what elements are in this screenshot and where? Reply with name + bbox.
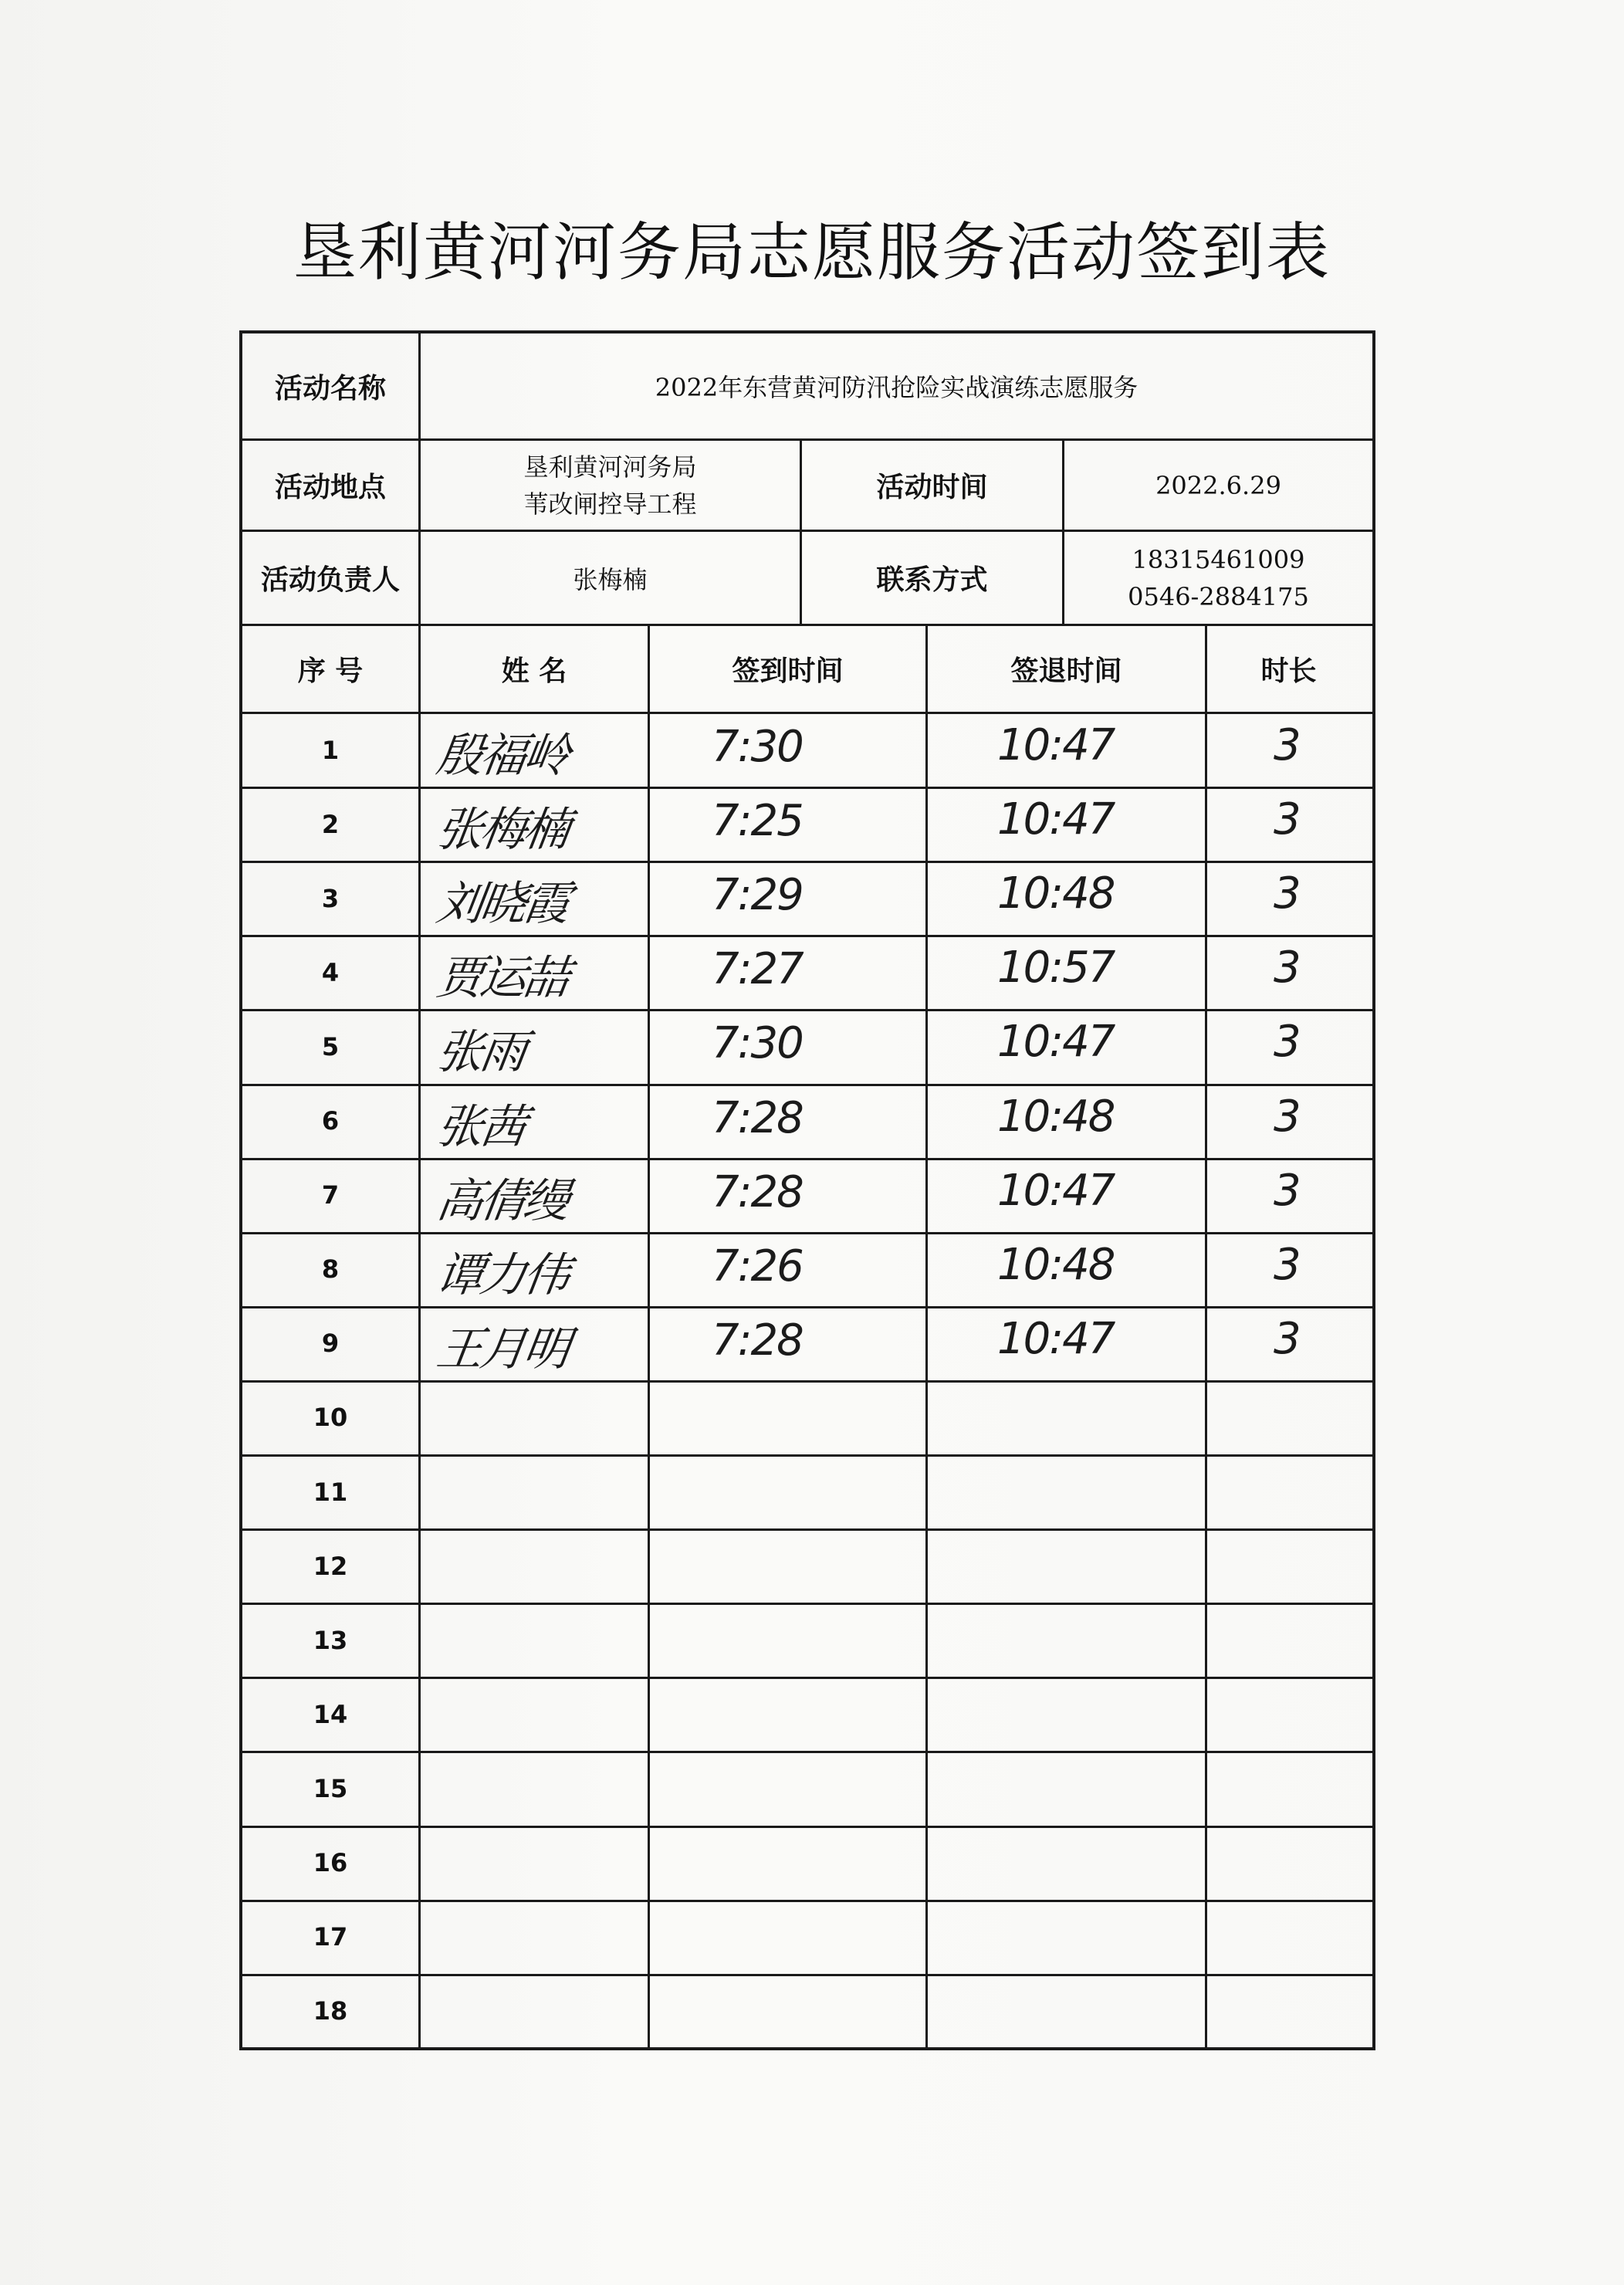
row-number: 9 xyxy=(321,1329,340,1359)
column-header: 序 号 xyxy=(297,655,364,687)
phone-landline: 0546-2884175 xyxy=(1128,581,1309,611)
handwritten-name-signature: 张雨 xyxy=(433,1025,528,1080)
leader-label: 活动负责人 xyxy=(260,564,400,596)
handwritten-duration: 3 xyxy=(1274,794,1301,845)
row-number: 14 xyxy=(313,1699,348,1729)
row-number: 7 xyxy=(321,1180,340,1210)
activity-name-value: 2022年东营黄河防汛抢险实战演练志愿服务 xyxy=(655,373,1138,402)
handwritten-name-signature: 贾运喆 xyxy=(433,951,571,1006)
handwritten-sign-out-time: 10:47 xyxy=(997,1017,1115,1068)
col-divider xyxy=(648,626,650,2047)
row-number: 12 xyxy=(313,1551,348,1581)
handwritten-sign-out-time: 10:48 xyxy=(997,1091,1115,1142)
col-divider xyxy=(1205,626,1207,2047)
table-right-border xyxy=(1372,330,1375,2050)
row-number: 3 xyxy=(321,883,340,913)
row-number: 6 xyxy=(321,1106,340,1136)
handwritten-name-signature: 殷福岭 xyxy=(433,729,571,783)
handwritten-duration: 3 xyxy=(1274,1091,1301,1142)
handwritten-sign-in-time: 7:29 xyxy=(712,870,803,921)
row-number: 18 xyxy=(313,1996,348,2026)
phone-mobile: 18315461009 xyxy=(1132,544,1305,574)
leader-value: 张梅楠 xyxy=(573,564,648,594)
row-number: 5 xyxy=(321,1031,340,1061)
handwritten-sign-out-time: 10:47 xyxy=(997,794,1115,845)
handwritten-sign-in-time: 7:28 xyxy=(712,1315,803,1366)
handwritten-sign-in-time: 7:30 xyxy=(712,1018,803,1069)
row-number: 16 xyxy=(313,1848,348,1878)
handwritten-sign-out-time: 10:47 xyxy=(997,1313,1115,1364)
column-header: 姓 名 xyxy=(501,655,567,687)
handwritten-sign-in-time: 7:27 xyxy=(712,944,803,995)
activity-time-value: 2022.6.29 xyxy=(1155,470,1281,500)
table-bottom-border xyxy=(239,2047,1375,2050)
row-number: 13 xyxy=(313,1625,348,1655)
location-line1: 垦利黄河河务局 xyxy=(523,452,697,482)
handwritten-sign-in-time: 7:25 xyxy=(712,796,803,847)
location-line2: 苇改闸控导工程 xyxy=(523,489,697,519)
activity-time-label: 活动时间 xyxy=(876,472,988,503)
handwritten-sign-out-time: 10:47 xyxy=(997,1165,1115,1216)
handwritten-sign-in-time: 7:30 xyxy=(712,722,803,772)
row-number: 11 xyxy=(313,1477,348,1507)
handwritten-duration: 3 xyxy=(1274,720,1301,770)
handwritten-name-signature: 张梅楠 xyxy=(433,803,571,858)
column-header: 签退时间 xyxy=(1010,655,1122,687)
row-number: 1 xyxy=(321,735,340,765)
handwritten-duration: 3 xyxy=(1274,1165,1301,1216)
handwritten-name-signature: 谭力伟 xyxy=(433,1247,571,1302)
handwritten-sign-out-time: 10:48 xyxy=(997,1239,1115,1290)
handwritten-duration: 3 xyxy=(1274,1239,1301,1290)
handwritten-duration: 3 xyxy=(1274,868,1301,919)
row-number: 4 xyxy=(321,957,340,987)
handwritten-name-signature: 王月明 xyxy=(433,1322,571,1376)
handwritten-sign-out-time: 10:48 xyxy=(997,868,1115,919)
document-title: 垦利黄河河务局志愿服务活动签到表 xyxy=(293,216,1331,289)
column-header: 时长 xyxy=(1260,655,1317,687)
handwritten-sign-in-time: 7:26 xyxy=(712,1241,803,1291)
row-number: 2 xyxy=(321,809,340,839)
handwritten-sign-out-time: 10:57 xyxy=(997,943,1115,994)
handwritten-sign-out-time: 10:47 xyxy=(997,720,1115,770)
handwritten-duration: 3 xyxy=(1274,1313,1301,1364)
row-number: 15 xyxy=(313,1773,348,1803)
location-value xyxy=(421,441,800,530)
row-number: 10 xyxy=(313,1403,348,1433)
handwritten-name-signature: 张茜 xyxy=(433,1099,528,1154)
activity-name-label: 活动名称 xyxy=(274,372,386,405)
contact-value xyxy=(1064,532,1372,624)
row-number: 8 xyxy=(321,1254,340,1285)
handwritten-name-signature: 高倩缦 xyxy=(433,1173,571,1228)
col-divider xyxy=(925,626,928,2047)
handwritten-sign-in-time: 7:28 xyxy=(712,1092,803,1143)
handwritten-duration: 3 xyxy=(1274,1017,1301,1068)
handwritten-sign-in-time: 7:28 xyxy=(712,1166,803,1217)
row-number: 17 xyxy=(313,1922,348,1952)
handwritten-duration: 3 xyxy=(1274,943,1301,994)
contact-label: 联系方式 xyxy=(876,564,988,596)
handwritten-name-signature: 刘晓霞 xyxy=(433,877,571,932)
location-label: 活动地点 xyxy=(274,472,386,503)
column-header: 签到时间 xyxy=(732,655,844,687)
